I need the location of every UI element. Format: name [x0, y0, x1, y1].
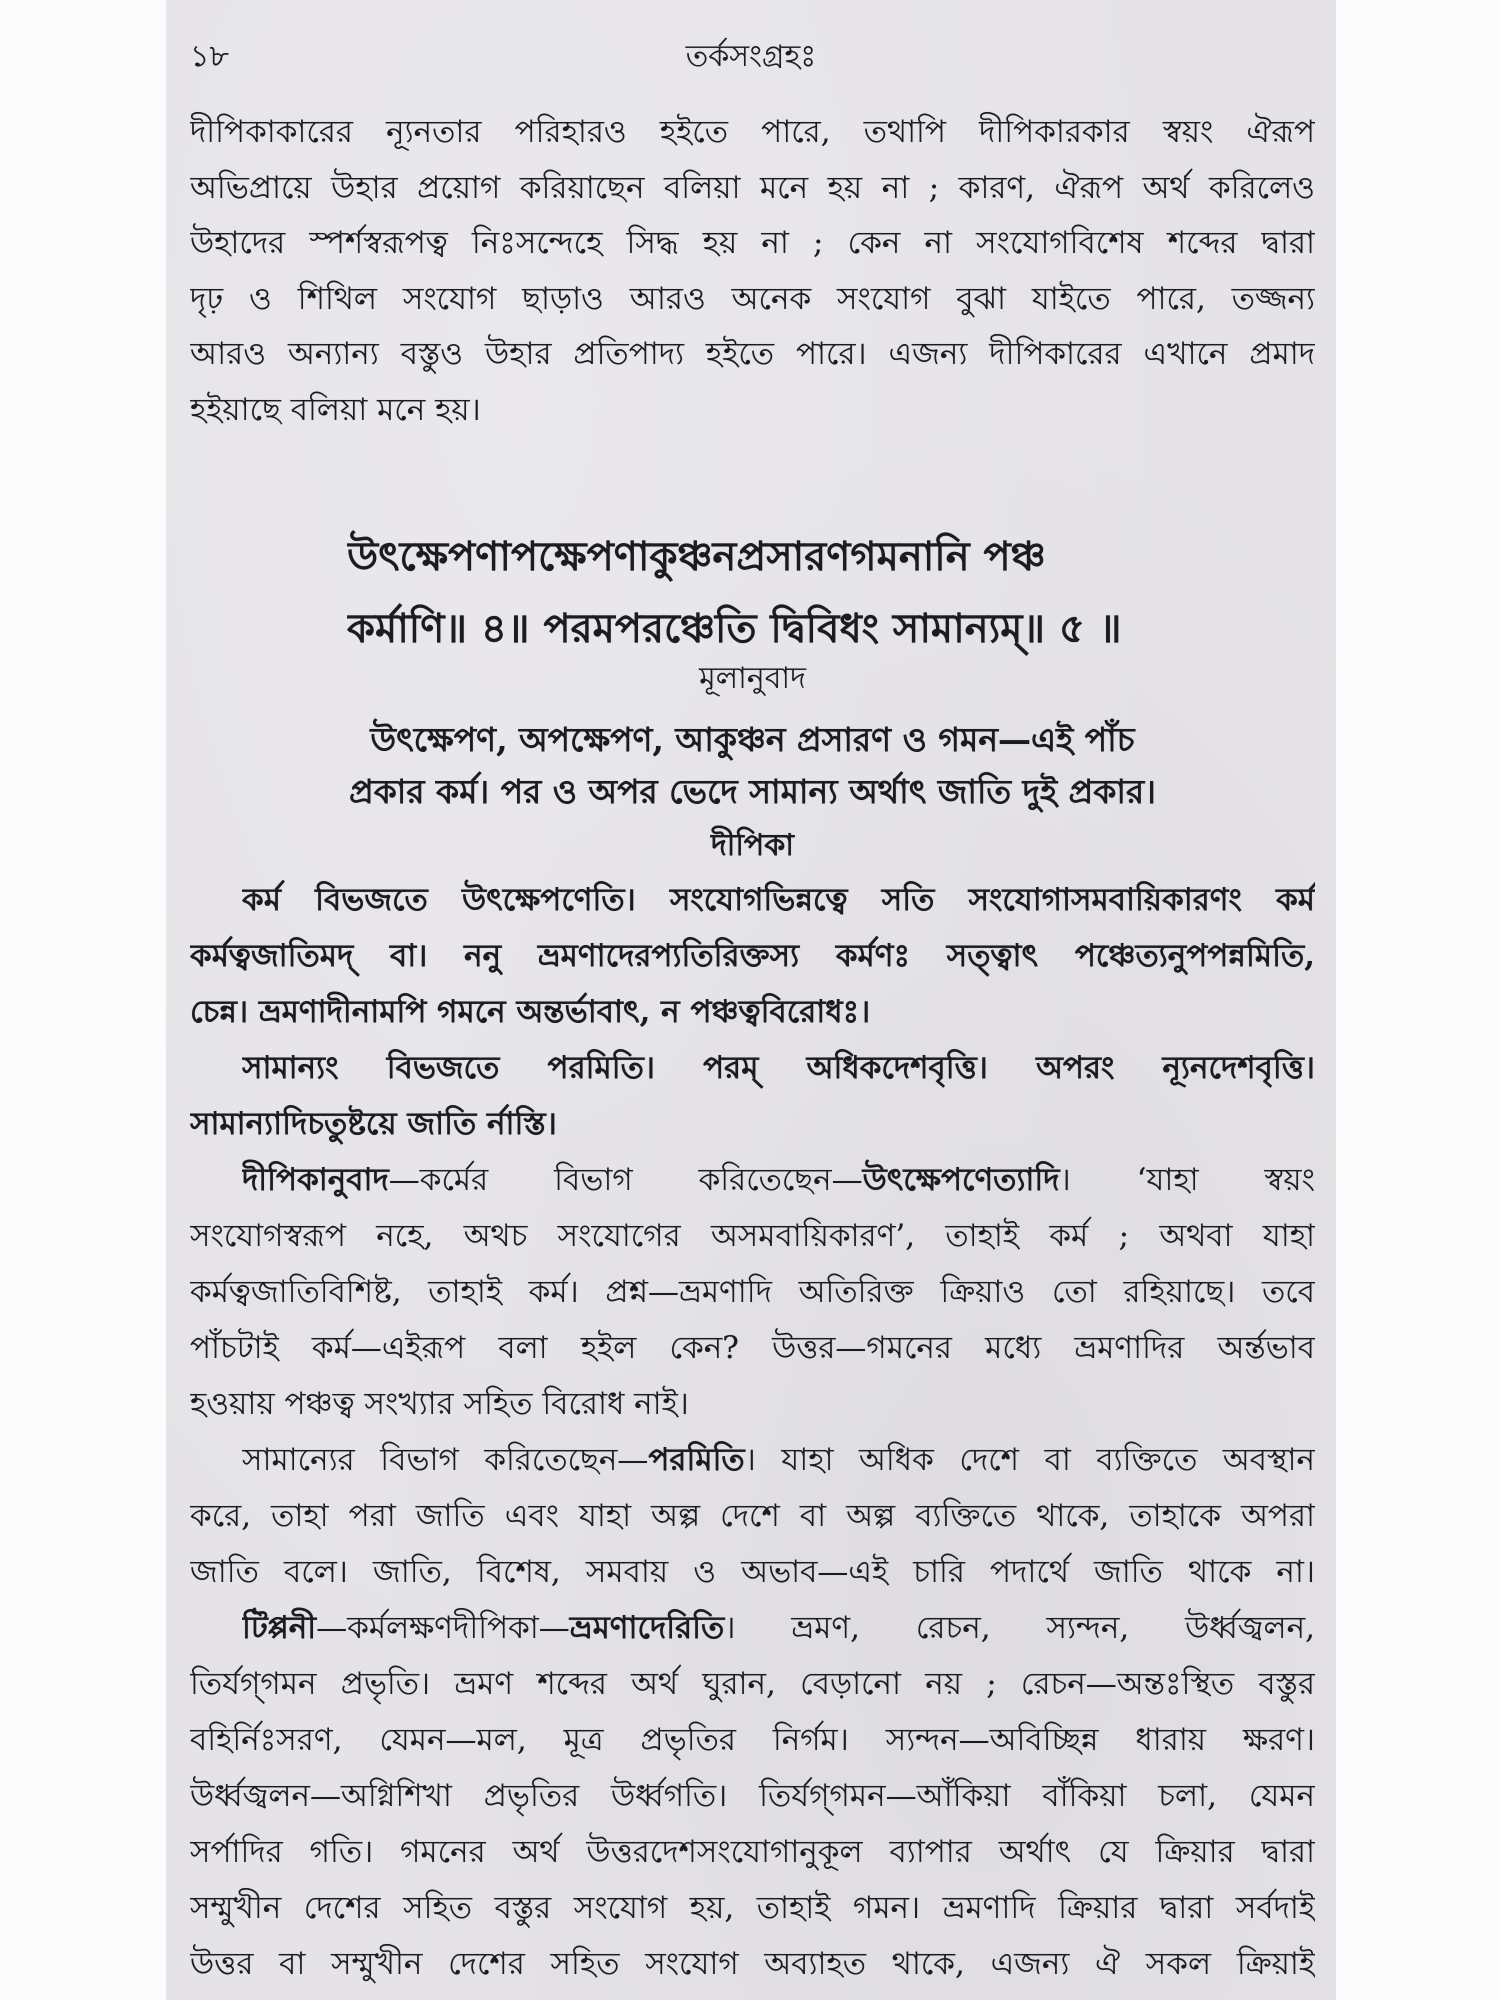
tippani-line: সর্পাদির গতি। গমনের অর্থ উত্তরদেশসংযোগানুকূল ব্যাপার অর্থাৎ যে ক্রিয়ার দ্বারা	[190, 1834, 1315, 1870]
dipikanuvad-line: কর্মত্বজাতিবিশিষ্ট, তাহাই কর্ম। প্রশ্ন—ভ্রমণাদি অতিরিক্ত ক্রিয়াও তো রহিয়াছে। তবে	[190, 1274, 1315, 1310]
section-heading-mulanuvad: মূলানুবাদ	[699, 661, 806, 696]
dipika-line: সামান্যাদিচতুষ্টয়ে জাতি র্নাস্তি।	[190, 1106, 557, 1142]
emphasized-term: পরমিতি	[648, 1442, 745, 1478]
text-segment: । যাহা অধিক দেশে বা ব্যক্তিতে অবস্থান	[744, 1442, 1315, 1478]
text-segment: সামান্যের বিভাগ করিতেছেন—	[242, 1442, 649, 1478]
dipikanuvad-line: জাতি বলে। জাতি, বিশেষ, সমবায় ও অভাব—এই চারি পদার্থে জাতি থাকে না।	[190, 1554, 1315, 1590]
dipikanuvad-line	[242, 1433, 1315, 1487]
dipikanuvad-line: করে, তাহা পরা জাতি এবং যাহা অল্প দেশে বা অল্প ব্যক্তিতে থাকে, তাহাকে অপরা	[190, 1498, 1315, 1534]
tippani-line: সম্মুখীন দেশের সহিত বস্তুর সংযোগ হয়, তাহাই গমন। ভ্রমণাদি ক্রিয়ার দ্বারা সর্বদাই	[190, 1890, 1315, 1926]
text-line: দীপিকাকারের ন্যূনতার পরিহারও হইতে পারে, তথাপি দীপিকারকার স্বয়ং ঐরূপ	[190, 114, 1315, 150]
tippani-line: উর্ধ্বজ্বলন—অগ্নিশিখা প্রভৃতির উর্ধ্বগতি। তির্যগ্‌গমন—আঁকিয়া বাঁকিয়া চলা, যেমন	[190, 1778, 1315, 1814]
page-number: ১৮	[190, 39, 229, 74]
text-line: অভিপ্রায়ে উহার প্রয়োগ করিয়াছেন বলিয়া মনে হয় না ; কারণ, ঐরূপ অর্থ করিলেও	[190, 170, 1315, 206]
running-title: তর্কসংগ্রহঃ	[685, 39, 817, 74]
dipikanuvad-label: দীপিকানুবাদ	[242, 1162, 389, 1198]
tippani-line: বহির্নিঃসরণ, যেমন—মল, মূত্র প্রভৃতির নির্গম। স্যন্দন—অবিচ্ছিন্ন ধারায় ক্ষরণ।	[190, 1722, 1315, 1758]
dipika-line: চেন্ন। ভ্রমণাদীনামপি গমনে অন্তর্ভাবাৎ, ন পঞ্চত্ববিরোধঃ।	[190, 994, 871, 1030]
dipika-line: সামান্যং বিভজতে পরমিতি। পরম্ অধিকদেশবৃত্তি। অপরং ন্যূনদেশবৃত্তি।	[242, 1050, 1315, 1086]
emphasized-term: ভ্রমণাদেরিতি	[569, 1610, 725, 1646]
text-segment: । ভ্রমণ, রেচন, স্যন্দন, উর্ধ্বজ্বলন,	[724, 1610, 1315, 1646]
tippani-line: উত্তর বা সম্মুখীন দেশের সহিত সংযোগ অব্যাহত থাকে, এজন্য ঐ সকল ক্রিয়াই	[190, 1946, 1315, 1982]
translation-line: উৎক্ষেপণ, অপক্ষেপণ, আকুঞ্চন প্রসারণ ও গমন—এই পাঁচ	[370, 720, 1135, 759]
dipikanuvad-line: পাঁচটাই কর্ম—এইরূপ বলা হইল কেন? উত্তর—গমনের মধ্যে ভ্রমণাদির অর্ন্তভাব	[190, 1330, 1315, 1366]
tippani-line: তির্যগ্‌গমন প্রভৃতি। ভ্রমণ শব্দের অর্থ ঘুরান, বেড়ানো নয় ; রেচন—অন্তঃস্থিত বস্তুর	[190, 1666, 1315, 1702]
translation-line: প্রকার কর্ম। পর ও অপর ভেদে সামান্য অর্থাৎ জাতি দুই প্রকার।	[349, 772, 1156, 811]
text-line: উহাদের স্পর্শস্বরূপত্ব নিঃসন্দেহে সিদ্ধ হয় না ; কেন না সংযোগবিশেষ শব্দের দ্বারা	[190, 225, 1315, 261]
emphasized-term: উৎক্ষেপণেত্যাদি	[862, 1162, 1060, 1198]
tippani-label: টিপ্পনী	[242, 1610, 317, 1646]
sutra-line: উৎক্ষেপণাপক্ষেপণাকুঞ্চনপ্রসারণগমনানি পঞ্চ	[347, 533, 1046, 580]
text-segment: —কর্মলক্ষণদীপিকা—	[316, 1610, 570, 1646]
dipikanuvad-line: হওয়ায় পঞ্চত্ব সংখ্যার সহিত বিরোধ নাই।	[190, 1386, 689, 1422]
section-heading-dipika: দীপিকা	[711, 828, 794, 863]
tippani-line	[242, 1601, 1315, 1655]
text-segment: । ‘যাহা স্বয়ং	[1059, 1162, 1315, 1198]
book-page	[166, 0, 1336, 2000]
text-line: আরও অন্যান্য বস্তুও উহার প্রতিপাদ্য হইতে পারে। এজন্য দীপিকারের এখানে প্রমাদ	[190, 336, 1315, 372]
text-line: দৃঢ় ও শিথিল সংযোগ ছাড়াও আরও অনেক সংযোগ বুঝা যাইতে পারে, তজ্জন্য	[190, 281, 1315, 317]
sutra-line: কর্মাণি॥ ৪॥ পরমপরঞ্চেতি দ্বিবিধং সামান্যম্॥ ৫ ॥	[347, 605, 1122, 652]
dipika-line: কর্ম বিভজতে উৎক্ষেপণেতি। সংযোগভিন্নত্বে সতি সংযোগাসমবায়িকারণং কর্ম	[242, 882, 1315, 918]
text-line: হইয়াছে বলিয়া মনে হয়।	[190, 392, 481, 428]
dipikanuvad-line: সংযোগস্বরূপ নহে, অথচ সংযোগের অসমবায়িকারণ’, তাহাই কর্ম ; অথবা যাহা	[190, 1218, 1315, 1254]
dipikanuvad-line	[242, 1153, 1315, 1207]
text-segment: —কর্মের বিভাগ করিতেছেন—	[388, 1162, 863, 1198]
dipika-line: কর্মত্বজাতিমদ্ বা। ননু ভ্রমণাদেরপ্যতিরিক্তস্য কর্মণঃ সত্ত্বাৎ পঞ্চেত্যনুপপন্নমিতি,	[190, 938, 1315, 974]
